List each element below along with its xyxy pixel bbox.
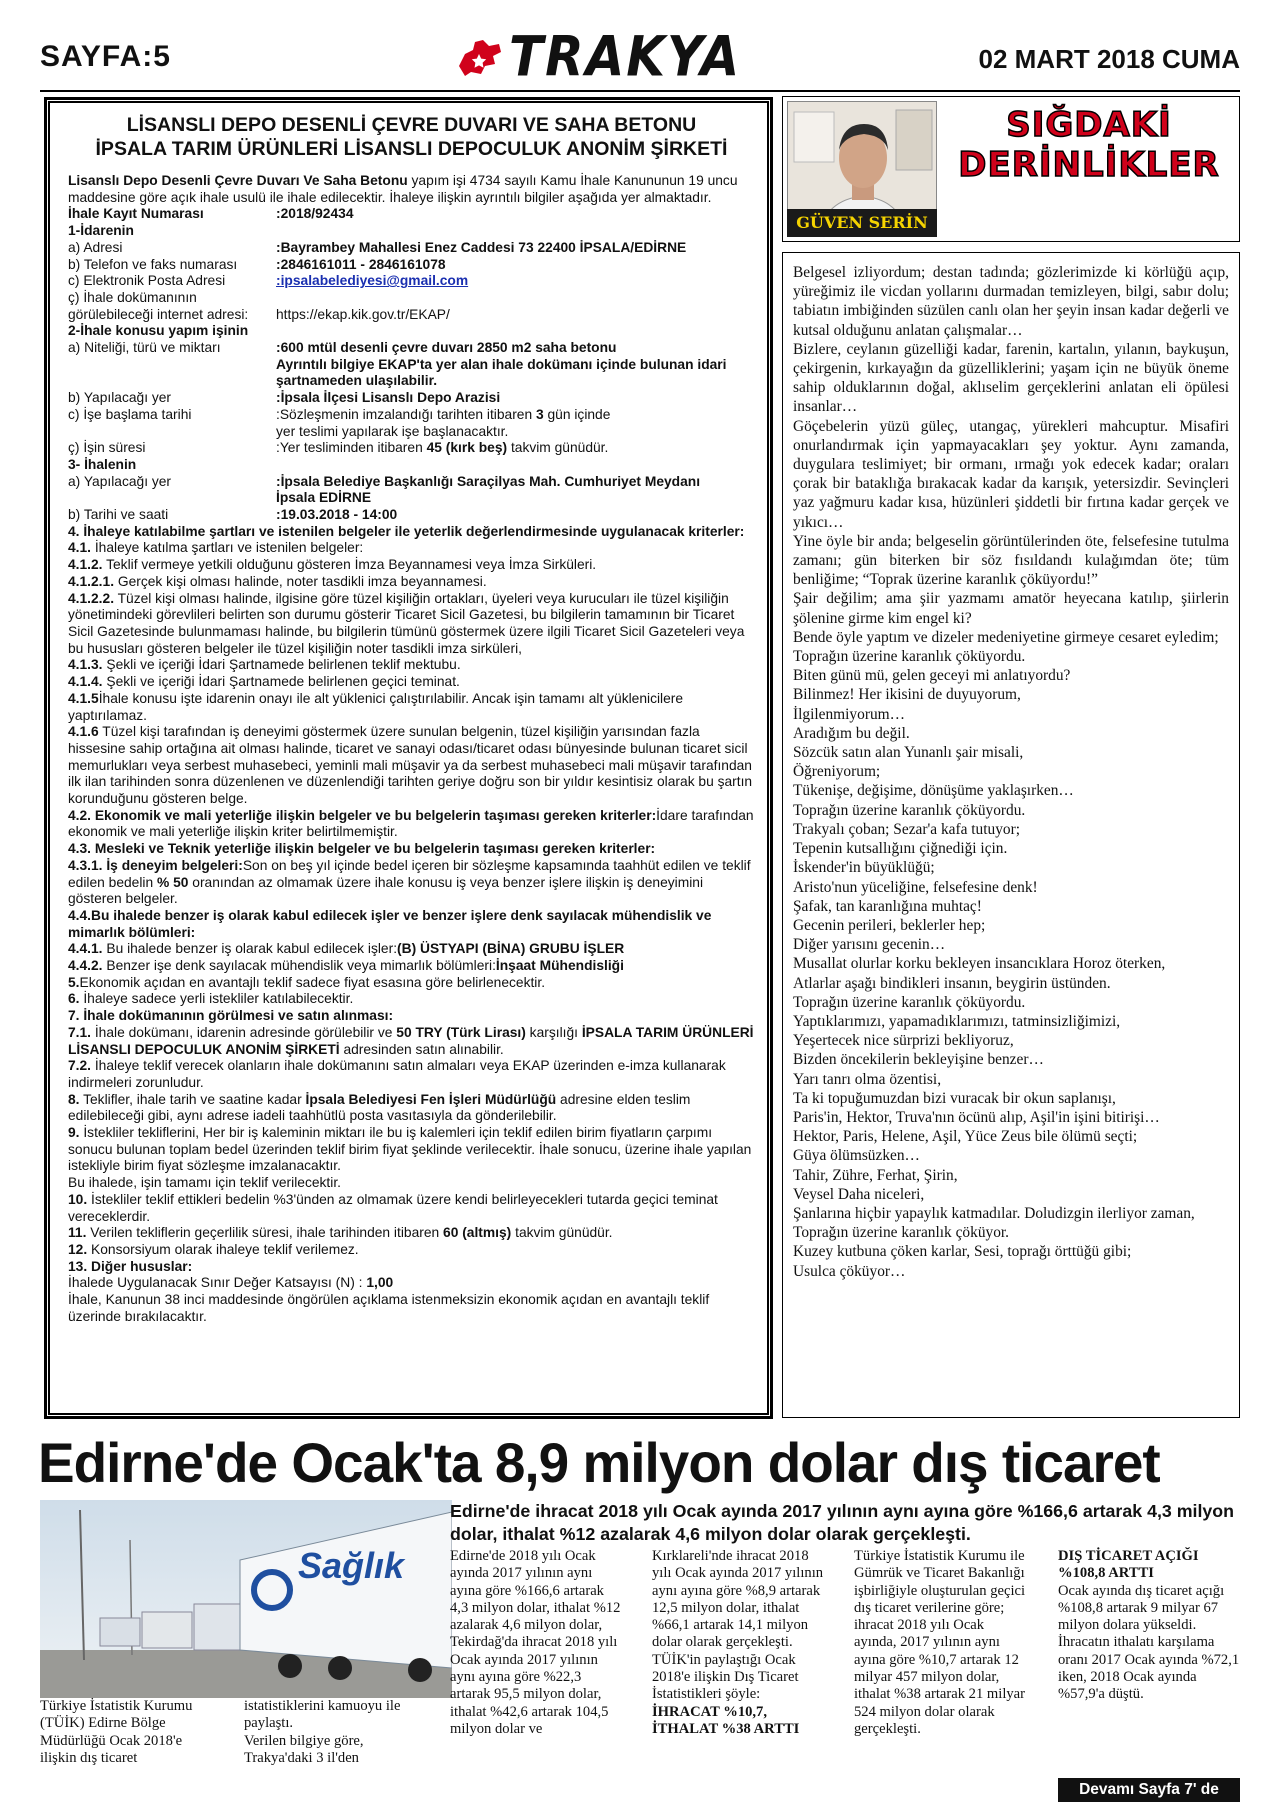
notice-tender-date: b) Tarihi ve saati :19.03.2018 - 14:00 — [68, 507, 398, 523]
section-heading: 13. Diğer hususlar: — [68, 1258, 193, 1274]
column-line: Bilinmez! Her ikisini de duyuyorum, — [793, 686, 1021, 704]
notice-title-line2: İPSALA TARIM ÜRÜNLERİ LİSANSLI DEPOCULUK ANONİM ŞİRKETİ — [95, 138, 728, 160]
column-line: Kuzey kutbuna çöken karlar, Sesi, toprağı örttüğü gibi; — [793, 1243, 1132, 1261]
column-line: Toprağın üzerine karanlık çöküyordu. — [793, 648, 1026, 666]
notice-item: 7.2. İhaleye teklif verecek olanların ihale dokümanını satın almaları veya EKAP üzerinden e-imza kullanarak indirmeleri zorunludur. — [68, 1058, 726, 1090]
column-title-line2: DERİNLİKLER — [958, 145, 1220, 185]
column-line: Ta ki topuğumuzdan bizi vuracak bir okun saplanışı, — [793, 1089, 1116, 1107]
truck-convoy-photo-icon — [40, 1500, 452, 1698]
news-column-a: Türkiye İstatistik Kurumu (TÜİK) Edirne Bölge Müdürlüğü Ocak 2018'e ilişkin dış ticaret — [40, 1698, 193, 1766]
column-line: Paris'in, Hektor, Truva'nın öcünü alıp, Aşil'in işini bitirişi… — [793, 1108, 1160, 1126]
column-line: Yine öyle bir anda; belgeselin görüntülerinden öte, felsefesine tutulma zamanı; gün biterken bir söz fısıldandı kulağımdan öte; tüm benliğime; “Toprak üzerine karanlık çöküyordu!” — [793, 532, 1229, 589]
section-heading: 4.4.Bu ihalede benzer iş olarak kabul edilecek işler ve benzer işlere denk sayılacak mühendislik ve mimarlık bölümleri: — [68, 907, 712, 940]
column-line: Tahir, Zühre, Ferhat, Şirin, — [793, 1166, 958, 1184]
notice-item: 6. İhaleye sadece yerli istekliler katılabilecektir. — [68, 991, 354, 1007]
section-heading: 3- İhalenin — [68, 456, 137, 472]
notice-item: İhale, Kanunun 38 inci maddesinde öngörülen açıklama istenmeksizin ekonomik açıdan en avantajlı teklif üzerinde bırakılacaktır. — [68, 1292, 710, 1324]
notice-item: 4.1.2. Teklif vermeye yetkili olduğunu gösteren İmza Beyannamesi veya İmza Sirküleri. — [68, 557, 597, 573]
notice-item: İhalede Uygulanacak Sınır Değer Katsayısı (N) : 1,00 — [68, 1275, 394, 1291]
column-title-line1: SIĞDAKİ — [1006, 105, 1172, 145]
thrace-map-icon — [455, 36, 503, 78]
notice-site: b) Yapılacağı yer :İpsala İlçesi Lisanslı Depo Arazisi — [68, 390, 501, 406]
column-line: İlgilenmiyorum… — [793, 705, 905, 723]
notice-item: 4.2. Ekonomik ve mali yeterliğe ilişkin belgeler ve bu belgelerin taşıması gereken kriterler:İdare tarafından ekonomik ve mali yeterliğe ilişkin kriter belirtilmemiştir. — [68, 807, 754, 840]
news-subhead-exports: İHRACAT %10,7, — [652, 1703, 768, 1720]
notice-item: 10. İstekliler teklif ettikleri bedelin %3'ünden az olmamak üzere kendi belirleyecekleri tutarda geçici teminat vereceklerdir. — [68, 1191, 718, 1224]
column-line: Şafak, tan karanlığına muhtaç! — [793, 897, 982, 915]
column-line: Belgesel izliyordum; destan tadında; gözlerimizde ki körlüğü açıp, yüreğimiz ile vicdan yollarını durmadan temizleyen, bilgi, sabır dolu; tabiatın imbiğinden süzülen canlı olan her şeyin insan kadar değerli ve kutsal olduğunu anlatan çalışmalar… — [793, 264, 1229, 339]
tender-notice — [45, 98, 772, 1418]
notice-item: 4.4.2. Benzer işe denk sayılacak mühendislik veya mimarlık bölümleri:İnşaat Mühendisliği — [68, 958, 624, 974]
column-line: Sözcük satın alan Yunanlı şair misali, — [793, 744, 1024, 762]
column-line: Güya ölümsüzken… — [793, 1147, 920, 1165]
column-line: Bende öyle yaptım ve dizeler medeniyetine girmeye cesaret eyledim; — [793, 628, 1219, 646]
column-line: Toprağın üzerine karanlık çöküyor. — [793, 1224, 1010, 1242]
column-line: İskender'in büyüklüğü; — [793, 859, 935, 877]
notice-item: 7.1. İhale dokümanı, idarenin adresinde görülebilir ve 50 TRY (Türk Lirası) karşılığı İPSALA TARIM ÜRÜNLERİ LİSANSLI DEPOCULUK ANONİM ŞİRKETİ adresinden satın alınabilir. — [68, 1024, 754, 1057]
page-number: SAYFA:5 — [40, 40, 171, 73]
news-subhead-deficit: DIŞ TİCARET AÇIĞI %108,8 ARTTI — [1058, 1548, 1199, 1582]
notice-item: Bu ihalede, işin tamamı için teklif verilecektir. — [68, 1175, 341, 1191]
author-name: GÜVEN SERİN — [787, 209, 937, 237]
notice-registration: İhale Kayıt Numarası :2018/92434 — [68, 206, 354, 222]
notice-duration: ç) İşin süresi :Yer tesliminden itibaren 45 (kırk beş) takvim günüdür. — [68, 440, 609, 456]
column-line: Şair değilim; ama şiir yazmamı amatör heyecana katılıp, şiirlerin şölenine girme kim engel ki? — [793, 590, 1229, 627]
email-link[interactable]: :ipsalabelediyesi@gmail.com — [276, 273, 469, 289]
notice-item: 4.1.3. Şekli ve içeriği İdari Şartnamede belirlenen teklif mektubu. — [68, 657, 461, 673]
column-line: Bizden öncekilerin bekleyişine benzer… — [793, 1051, 1044, 1069]
notice-item: 4.3.1. İş deneyim belgeleri:Son on beş yıl içinde bedel içeren bir sözleşme kapsamında taahhüt edilen ve teklif edilen bedelin % 50 oranından az olmamak üzere ihale konusu iş veya benzer işlere ilişkin iş deneyimini gösteren belgeler. — [68, 857, 751, 907]
news-deck: Edirne'de ihracat 2018 yılı Ocak ayında 2017 yılının aynı ayına göre %166,6 artarak 4,3 milyon dolar, ithalat %12 azalarak 4,6 milyon dolar olarak gerçekleşti. — [450, 1501, 1235, 1544]
section-heading: 4. İhaleye katılabilme şartları ve istenilen belgeler ile yeterlik değerlendirmesinde uygulanacak kriterler: — [68, 523, 745, 539]
column-line: Toprağın üzerine karanlık çöküyordu. — [793, 801, 1026, 819]
section-heading: 7. İhale dokümanının görülmesi ve satın alınması: — [68, 1008, 394, 1024]
news-photo — [40, 1500, 452, 1698]
notice-address: a) Adresi :Bayrambey Mahallesi Enez Caddesi 73 22400 İPSALA/EDİRNE — [68, 239, 687, 255]
column-line: Gecenin perileri, beklerler hep; — [793, 916, 986, 934]
notice-email: c) Elektronik Posta Adresi :ipsalabelediyesi@gmail.com — [68, 273, 755, 290]
column-line: Şanlarına hiçbir yapaylık katmadılar. Doludizgin ilerliyor zaman, — [793, 1204, 1195, 1222]
masthead — [40, 25, 1240, 89]
column-line: Göçebelerin yüzü güleç, utangaç, yürekleri mahcuptur. Misafiri onurlandırmak için yapmayacakları şey yoktur. Aynı zamanda, duygulara teslimiyet; bir ormanı, ırmağı yok edecek kadar; oraları çorak bir bataklığa bırakacak kadar da karışık, yetersizdir. Sevinçleri yaz yağmuru kadar kısa, hüzünleri şiddetli bir fırtına kadar gerçek ve yıkıcı… — [793, 417, 1229, 531]
news-headline: Edirne'de Ocak'ta 8,9 milyon dolar dış ticaret — [38, 1431, 1160, 1494]
section-heading: 2-İhale konusu yapım işinin — [68, 323, 249, 339]
notice-item: 4.1. İhaleye katılma şartları ve istenilen belgeler: — [68, 540, 364, 556]
column-line: Diğer yarısını gecenin… — [793, 936, 946, 954]
issue-date: 02 MART 2018 CUMA — [978, 44, 1240, 74]
column-line: Tükenişe, değişime, dönüşüme yaklaşırken… — [793, 782, 1074, 800]
newspaper-logo[interactable] — [455, 25, 742, 89]
notice-title — [68, 113, 755, 161]
notice-item: 12. Konsorsiyum olarak ihaleye teklif verilemez. — [68, 1242, 359, 1257]
news-column-c: Edirne'de 2018 yılı Ocak ayında 2017 yılının aynı ayına göre %166,6 artarak 4,3 milyon dolar, ithalat %12 azalarak 4,6 milyon dolar, Tekirdağ'da ihracat 2018 yılı Ocak ayında 2017 yılının aynı ayına göre %22,3 artarak 95,5 milyon dolar, ithalat %42,6 artarak 104,5 milyon dolar ve — [450, 1548, 621, 1737]
notice-intro: Lisanslı Depo Desenli Çevre Duvarı Ve Saha Betonu yapım işi 4734 sayılı Kamu İhale Kanununun 19 uncu maddesine göre açık ihale usulü ile ihale edilecektir. İhaleye ilişkin ayrıntılı bilgiler aşağıda yer almaktadır. — [68, 173, 738, 205]
column-line: Toprağın üzerine karanlık çöküyordu. — [793, 993, 1026, 1011]
column-line: Musallat olurlar korku bekleyen insancıklara Horoz öterken, — [793, 955, 1166, 973]
notice-item: 11. Verilen tekliflerin geçerlilik süresi, ihale tarihinden itibaren 60 (altmış) takvim günüdür. — [68, 1225, 613, 1241]
masthead-rule — [40, 90, 1240, 92]
notice-docs-url: görülebileceği internet adresi: https://ekap.kik.gov.tr/EKAP/ — [68, 307, 755, 324]
column-line: Atlarlar aşağı bindikleri insanın, beygirin üstünden. — [793, 974, 1111, 992]
column-line: Öğreniyorum; — [793, 763, 881, 781]
ekap-link[interactable]: https://ekap.kik.gov.tr/EKAP/ — [276, 306, 450, 322]
column-line: Yeşertecek nice sürprizi bekliyoruz, — [793, 1032, 1014, 1050]
column-line: Usulca çöküyor… — [793, 1262, 906, 1280]
column-text — [782, 252, 1240, 1418]
column-title — [943, 105, 1235, 185]
notice-item: 5.Ekonomik açıdan en avantajlı teklif sadece fiyat esasına göre belirlenecektir. — [68, 974, 546, 990]
notice-item: 4.1.4. Şekli ve içeriği İdari Şartnamede belirlenen geçici teminat. — [68, 674, 460, 690]
column-line: Aristo'nun yüceliğine, felsefesine denk! — [793, 878, 1038, 896]
notice-start: c) İşe başlama tarihi :Sözleşmenin imzalandığı tarihten itibaren 3 gün içinde yer teslimi yapılarak işe başlanacaktır. — [68, 406, 611, 439]
column-line: Hektor, Paris, Helene, Aşil, Yüce Zeus bile ölümü seçti; — [793, 1128, 1138, 1146]
notice-item: 8. Teklifler, ihale tarih ve saatine kadar İpsala Belediyesi Fen İşleri Müdürlüğü adresine elden teslim edilebileceği gibi, aynı adrese iadeli taahhütlü posta vasıtasıyla da gönderilebilir. — [68, 1091, 691, 1124]
section-heading: 1-İdarenin — [68, 223, 134, 239]
column-line: Tepenin kutsallığını çiğnediği için. — [793, 840, 1008, 858]
notice-item: 9. İstekliler tekliflerini, Her bir iş kaleminin miktarı ile bu iş kalemleri için teklif edilen birim fiyatların çarpımı sonucu bulunan toplam bedel üzerinden teklif birim fiyat şeklinde verilecektir. İhale sonucu, üzerine ihale yapılan istekliyle birim fiyat sözleşme imzalanacaktır. — [68, 1125, 752, 1174]
column-line: Bizlere, ceylanın güzelliği kadar, farenin, kartalın, yılanın, baykuşun, çekirgenin, kırkayağın da güzelliklerini; yaşam için ne büyük öneme sahip olduklarının doğal, aklıselim gerçeklerini anlatan eli öpülesi insanlar… — [793, 340, 1229, 416]
news-column-d-text: Kırklareli'nde ihracat 2018 yılı Ocak ayında 2017 yılının aynı ayına göre %8,9 artarak 12,5 milyon dolar, ithalat %66,1 artarak 14,1 milyon dolar olarak gerçekleşti. TÜİK'in paylaştığı Ocak 2018'e ilişkin Dış Ticaret İstatistikleri şöyle: — [652, 1548, 824, 1703]
news-column-f-text: Ocak ayında dış ticaret açığı %108,8 artarak 9 milyar 67 milyon dolara yükseldi. İhracatın ithalatı karşılama oranı 2017 Ocak ayında %72,1 iken, 2018 Ocak ayında %57,9'a düştü. — [1058, 1582, 1240, 1703]
continued-on-page-7-link[interactable]: Devamı Sayfa 7' de — [1058, 1778, 1240, 1802]
news-subhead-imports: İTHALAT %38 ARTTI — [652, 1720, 800, 1737]
column-line: Biten günü mü, gelen geceyi mi anlatıyordu? — [793, 667, 1071, 685]
column-line: Veysel Daha niceleri, — [793, 1185, 925, 1203]
notice-item: 4.1.2.1. Gerçek kişi olması halinde, noter tasdikli imza beyannamesi. — [68, 573, 487, 589]
news-column-f — [1058, 1548, 1240, 1704]
notice-docs-label: ç) İhale dokümanının — [68, 289, 197, 305]
news-column-e: Türkiye İstatistik Kurumu ile Gümrük ve Ticaret Bakanlığı işbirliğiyle oluşturulan geçici dış ticaret verilerine göre; ihracat 2018 yılı Ocak ayında, 2017 yılının aynı ayına göre %10,7 artarak 12 milyar 457 milyon dolar, ithalat %38 artarak 21 milyar 524 milyon dolar olarak gerçekleşti. — [854, 1548, 1026, 1737]
logo-text: TRAKYA — [509, 25, 742, 89]
section-heading: 4.3. Mesleki ve Teknik yeterliğe ilişkin belgeler ve bu belgelerin taşıması gereken kriterler: — [68, 841, 656, 857]
column-line: Yarı tanrı olma özentisi, — [793, 1070, 942, 1088]
column-header — [782, 96, 1240, 242]
news-column-d — [652, 1548, 824, 1738]
notice-scope: a) Niteliği, türü ve miktarı :600 mtül desenli çevre duvarı 2850 m2 saha betonu Ayrıntılı bilgiye EKAP'ta yer alan ihale dokümanı içinde bulunan idari şartnameden ulaşılabilir. — [68, 340, 727, 389]
notice-tender-place: a) Yapılacağı yer :İpsala Belediye Başkanlığı Saraçilyas Mah. Cumhuriyet Meydanı İpsala EDİRNE — [68, 473, 701, 506]
notice-item: 4.1.5İhale konusu işte idarenin onayı ile alt yüklenici çalıştırılabilir. Ancak işin tamamı alt yüklenicilere yaptırılamaz. — [68, 690, 684, 723]
news-column-b: istatistiklerini kamuoyu ile paylaştı. Verilen bilgiye göre, Trakya'daki 3 il'den — [244, 1698, 401, 1766]
notice-body — [68, 173, 755, 1326]
column-line: Aradığım bu değil. — [793, 724, 910, 742]
notice-item: 4.1.6 Tüzel kişi tarafından iş deneyimi göstermek üzere sunulan belgenin, tüzel kişiliğin yarısından fazla hissesine sahip ortağına ait olması halinde, ticaret ve sanayi odası/ticaret odası bünyesinde bulunan ticaret sicil memurlukları veya serbest muhasebeci, yeminli mali müşavir ya da serbest muhasebeci mali müşavir tarafından ilk ilan tarihinden sonra düzenlenen ve düzenlendiği tarihten geriye doğru son bir yıldır kesintisiz olarak bu şartın korunduğunu gösteren belge. — [68, 724, 753, 807]
notice-title-line1: LİSANSLI DEPO DESENLİ ÇEVRE DUVARI VE SAHA BETONU — [126, 114, 697, 136]
notice-item: 4.1.2.2. Tüzel kişi olması halinde, ilgisine göre tüzel kişiliğin ortakları, üyeleri veya kurucuları ile tüzel kişiliğin yönetimindeki görevlileri belirten son durumu gösterir Ticaret Sicil Gazetesi, bu bilgilerin tamamının bir Ticaret Sicil Gazetesinde bulunmaması halinde, bu bilgilerin tümünü göstermek üzere ilgili Ticaret Sicil Gazeteleri veya bu hususları gösteren belgeler ile tüzel kişiliğin noter tasdikli imza sirküleri, — [68, 590, 745, 656]
notice-phone: b) Telefon ve faks numarası :2846161011 - 2846161078 — [68, 256, 446, 272]
truck-side-text: Sağlık — [298, 1545, 405, 1586]
column-line: Trakyalı çoban; Sezar'a kafa tutuyor; — [793, 820, 1021, 838]
column-line: Yaptıklarımızı, yapamadıklarımızı, tatminsizliğimizi, — [793, 1012, 1121, 1030]
notice-item: 4.4.1. Bu ihalede benzer iş olarak kabul edilecek işler:(B) ÜSTYAPI (BİNA) GRUBU İŞLER — [68, 941, 625, 957]
